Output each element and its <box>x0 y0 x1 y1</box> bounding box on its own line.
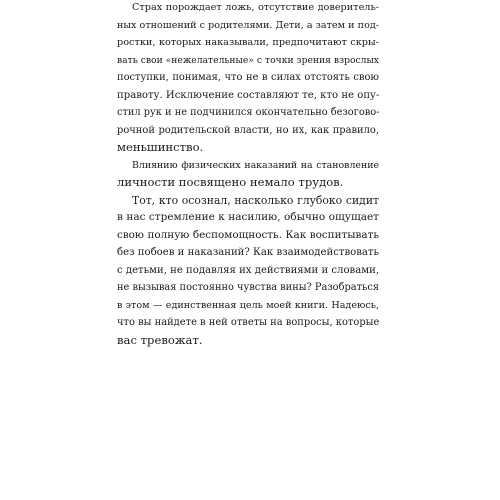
text-line: свою полную беспомощность. Как воспитывать <box>117 228 379 241</box>
text-line: поступки, понимая, что не в силах отстоять свою <box>117 72 379 83</box>
text-line: личности посвящено немало трудов. <box>117 175 344 189</box>
text-line: Страх порождает ложь, отсутствие доверитель- <box>132 2 379 13</box>
text-line: с детьми, не подавляя их действиями и словами, <box>117 264 380 276</box>
text-line: вать свои «нежелательные» с точки зрения взрослых <box>117 54 379 66</box>
text-line: в этом — единственная цель моей книги. Надеюсь, <box>117 299 379 311</box>
text-line: меньшинство. <box>117 140 204 154</box>
body-text <box>117 0 379 349</box>
text-line: ных отношений с родителями. Дети, а затем и под- <box>117 19 379 31</box>
text-line: Влиянию физических наказаний на становление <box>132 159 379 171</box>
paragraph-physical-punishment <box>117 157 379 192</box>
text-line: в нас стремление к насилию, обычно ощущает <box>117 211 379 223</box>
text-line: не вызывая постоянно чувства вины? Разобраться <box>117 282 380 293</box>
text-line: что вы найдете в ней ответы на вопросы, которые <box>117 317 380 328</box>
text-line: стил рук и не подчинился окончательно безогово- <box>117 107 380 118</box>
text-line: без побоев и наказаний? Как взаимодействовать <box>117 247 379 258</box>
paragraph-book-purpose <box>117 192 379 350</box>
text-line: рочной родительской власти, но их, как правило, <box>117 124 379 136</box>
paragraph-fear-and-lies <box>117 0 379 157</box>
text-line: Тот, кто осознал, насколько глубоко сидит <box>132 193 379 207</box>
text-line: ростки, которых наказывали, предпочитают скры- <box>117 37 379 48</box>
text-line: правоту. Исключение составляют те, кто не опу- <box>117 89 380 101</box>
text-line: вас тревожат. <box>117 332 203 347</box>
